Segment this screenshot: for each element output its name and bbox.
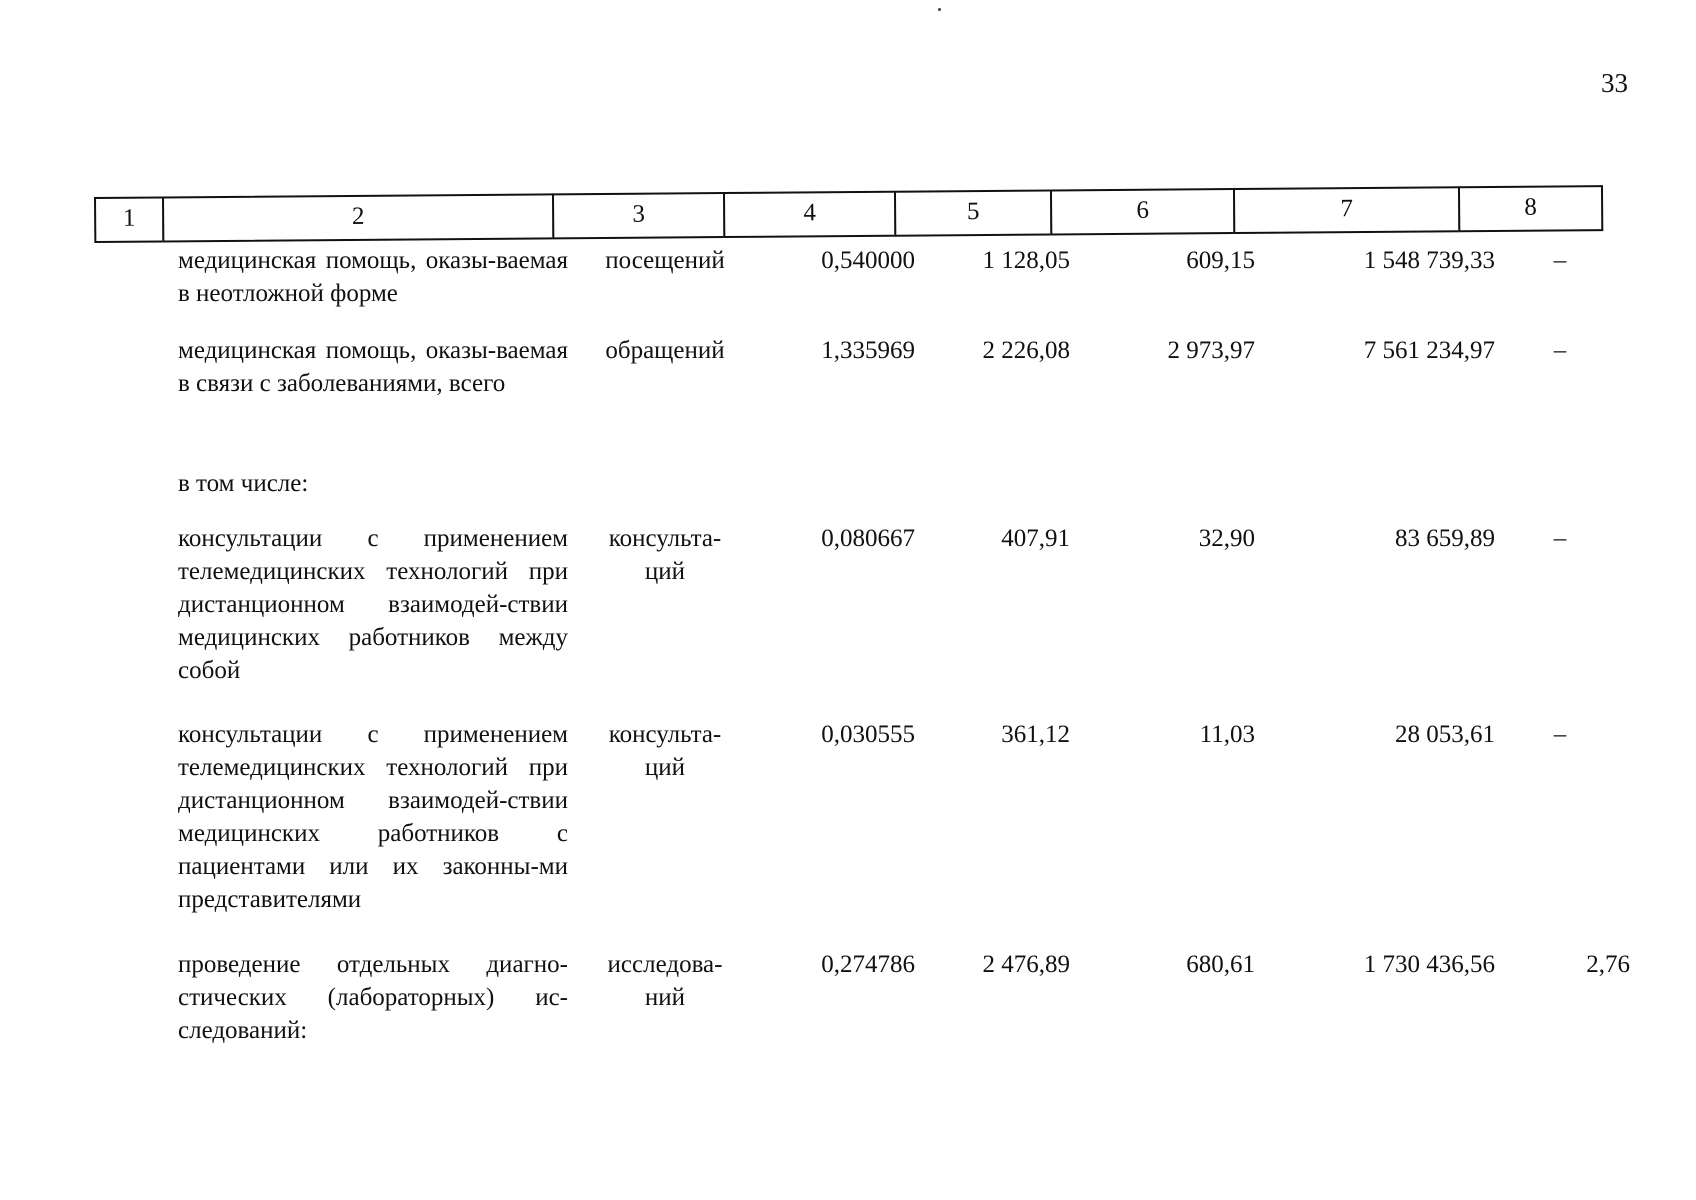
norm-value: 0,540000 — [821, 247, 915, 274]
header-cell-7: 7 — [1233, 186, 1460, 234]
col8-value: – — [1553, 721, 1567, 748]
table-header-row — [94, 185, 1630, 243]
norm-value: 1,335969 — [821, 337, 915, 364]
total-value: 1 548 739,33 — [1363, 247, 1495, 274]
service-name: консультации с применением телемедицинских технологий при дистанционном взаимодей-ствии медицинских работников с пациентами или их законны-ми представителями — [178, 721, 568, 913]
service-name: медицинская помощь, оказы-ваемая в связи с заболеваниями, всего — [178, 337, 568, 397]
header-cell-5: 5 — [894, 189, 1052, 236]
col8-value: – — [1553, 525, 1567, 552]
per-capita-value: 2 973,97 — [1167, 337, 1255, 364]
total-value: 28 053,61 — [1395, 721, 1495, 748]
col8-value: – — [1553, 247, 1567, 274]
header-cell-3: 3 — [552, 192, 725, 239]
norm-value: 0,080667 — [821, 525, 915, 552]
total-value: 1 730 436,56 — [1363, 951, 1495, 978]
unit-cost-value: 2 226,08 — [982, 337, 1070, 364]
unit-label: консульта-ций — [608, 721, 722, 781]
subheader-including: в том числе: — [178, 470, 309, 497]
service-name: медицинская помощь, оказы-ваемая в неотложной форме — [178, 247, 568, 307]
total-value: 83 659,89 — [1395, 525, 1495, 552]
header-cell-6: 6 — [1050, 188, 1235, 235]
per-capita-value: 609,15 — [1186, 247, 1255, 274]
unit-cost-value: 1 128,05 — [982, 247, 1070, 274]
unit-label: посещений — [605, 247, 725, 274]
unit-cost-value: 361,12 — [1001, 721, 1070, 748]
norm-value: 0,274786 — [821, 951, 915, 978]
unit-label: обращений — [605, 337, 725, 364]
col8-value: – — [1553, 337, 1567, 364]
service-name: проведение отдельных диагно-стических (лабораторных) ис-следований: — [178, 951, 568, 1044]
unit-label: исследова-ний — [607, 951, 723, 1011]
unit-cost-value: 2 476,89 — [982, 951, 1070, 978]
norm-value: 0,030555 — [821, 721, 915, 748]
page-number: 33 — [1601, 68, 1628, 98]
scan-speck — [938, 8, 941, 11]
header-cell-4: 4 — [723, 191, 896, 238]
total-value: 7 561 234,97 — [1363, 337, 1495, 364]
header-cell-1: 1 — [94, 196, 164, 243]
col8-value: 2,76 — [1586, 951, 1630, 978]
header-cell-2: 2 — [162, 193, 554, 242]
unit-label: консульта-ций — [608, 525, 722, 585]
per-capita-value: 680,61 — [1186, 951, 1255, 978]
unit-cost-value: 407,91 — [1001, 525, 1070, 552]
header-cell-8: 8 — [1458, 185, 1603, 232]
per-capita-value: 32,90 — [1198, 525, 1255, 552]
service-name: консультации с применением телемедицинских технологий при дистанционном взаимодей-ствии медицинских работников между собой — [178, 525, 568, 684]
per-capita-value: 11,03 — [1199, 721, 1255, 748]
